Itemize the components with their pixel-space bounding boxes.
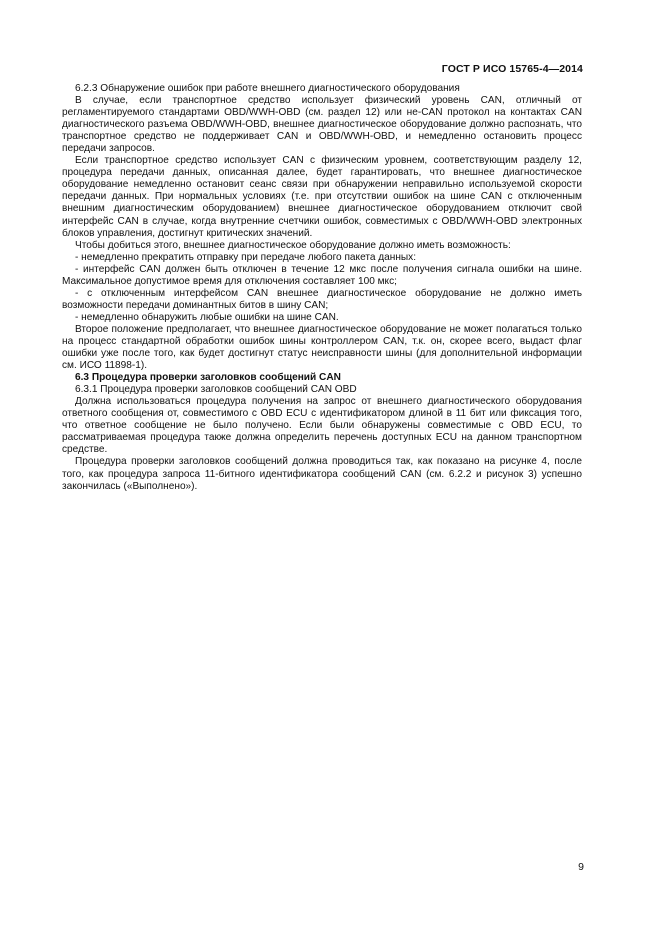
section-6-2-3-title: 6.2.3 Обнаружение ошибок при работе внешнего диагностического оборудования: [75, 83, 460, 94]
paragraph-response-procedure: Должна использоваться процедура получения на запрос от внешнего диагностического оборудования ответного сообщения от, совместимого с OBD ECU с идентификатором длиной в 11 бит или фиксация того, что ответное сообщение не было получено. Если были обнаружены совместимые с OBD ECU, то рассматриваемая процедура также должна определить перечень доступных ECU на данном транспортном средстве.: [62, 396, 582, 456]
section-6-3-1-title: 6.3.1 Процедура проверки заголовков сообщений CAN OBD: [75, 384, 357, 396]
document-body: [62, 83, 582, 493]
paragraph-second-provision: Второе положение предполагает, что внешнее диагностическое оборудование не может полагаться только на процесс стандартной обработки ошибок шины контроллером CAN, т.к. он, скорее всего, выдаст флаг ошибки уже после того, как будет достигнут статус неисправности шины (для дополнительной информации см. ИСО 11898-1).: [62, 323, 582, 372]
list-item-no-dominant-bits: - с отключенным интерфейсом CAN внешнее диагностическое оборудование не должно иметь возможности передачи доминантных битов в шину CAN;: [62, 287, 582, 311]
paragraph-header-check-procedure: Процедура проверки заголовков сообщений должна проводиться так, как показано на рисунке 4, после того, как процедура запроса 11-битного идентификатора сообщений CAN (см. 6.2.2 и рисунок 3) успешно закончилась («Выполнено»).: [62, 456, 582, 492]
document-header: ГОСТ Р ИСО 15765-4—2014: [441, 63, 583, 75]
section-6-3-title: 6.3 Процедура проверки заголовков сообщений CAN: [75, 372, 341, 384]
list-item-stop-sending: - немедленно прекратить отправку при передаче любого пакета данных:: [75, 251, 417, 263]
list-item-detect-errors: - немедленно обнаружить любые ошибки на шине CAN.: [75, 311, 339, 323]
paragraph-can-physical-layer: В случае, если транспортное средство использует физический уровень CAN, отличный от регламентируемого стандартами OBD/WWH-OBD (см. раздел 12) или не-CAN протокол на контактах CAN диагностического разъема OBD/WWH-OBD, внешнее диагностическое оборудование должно распознать, что транспортное средство не поддерживает CAN и OBD/WWH-OBD, и немедленно остановить процесс передачи запросов.: [62, 95, 582, 155]
list-item-disable-interface: - интерфейс CAN должен быть отключен в течение 12 мкс после получения сигнала ошибки на шине. Максимальное допустимое время для отключения составляет 100 мкс;: [62, 263, 582, 287]
paragraph-requirements-intro: Чтобы добиться этого, внешнее диагностическое оборудование должно иметь возможность:: [75, 239, 511, 251]
paragraph-baud-rate-detection: Если транспортное средство использует CAN с физическим уровнем, соответствующим разделу 12, процедура передачи данных, описанная далее, будет гарантировать, что внешнее диагностическое оборудование немедленно остановит сеанс связи при обнаружении неправильно используемой скорости передачи данных. При нормальных условиях (т.е. при отсутствии ошибок на шине CAN с отключенным внешним диагностическим оборудованием) внешнее диагностическое оборудованием отключит свой интерфейс CAN в случае, когда внутренние счетчики ошибок, совместимых с OBD/WWH-OBD электронных блоков управления, достигнут критических значений.: [62, 155, 582, 239]
page-number: 9: [578, 861, 584, 873]
